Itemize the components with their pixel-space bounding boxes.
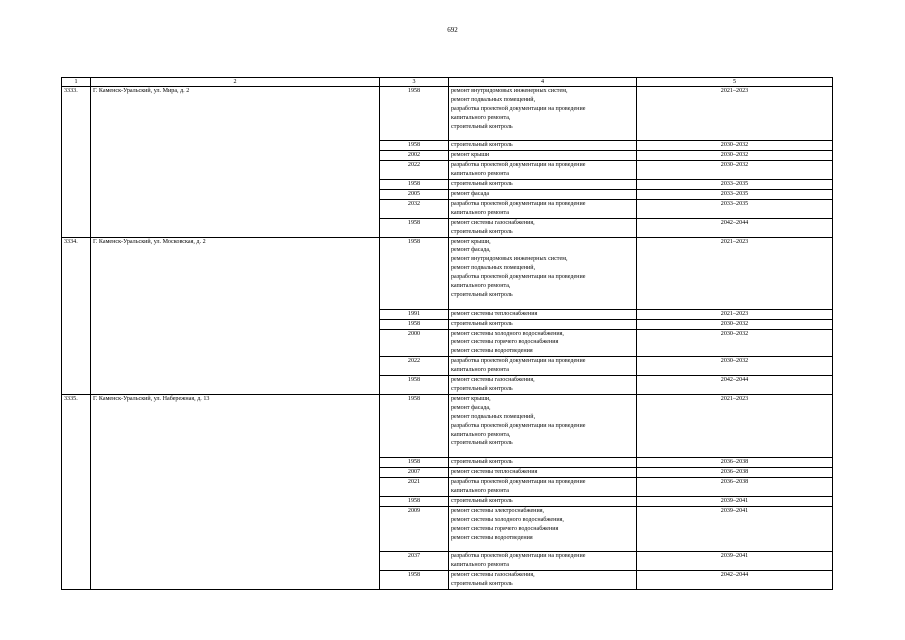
repair-works [449,394,637,457]
page-number: 692 [447,26,458,34]
commissioning-year: 2007 [380,468,449,478]
repair-period: 2030–2032 [637,161,833,180]
commissioning-year: 1958 [380,87,449,141]
table-row [62,87,833,141]
repair-work-line: ремонт крыши [451,152,490,159]
repair-works [449,571,637,590]
repair-work-line: капитального ремонта [451,562,509,569]
repair-work-line: ремонт системы холодного водоснабжения, [451,330,564,337]
repair-work-line: ремонт системы электроснабжения, [451,507,545,514]
repair-work-line: капитального ремонта, [451,283,511,290]
cell-spacer [451,132,634,141]
repair-period: 2021–2023 [637,309,833,319]
repair-work-line: строительный контроль [451,123,513,130]
repair-work-line: капитального ремонта [451,209,509,216]
repair-works [449,458,637,468]
repair-work-line: строительный контроль [451,459,513,466]
repair-period: 2021–2023 [637,87,833,141]
repair-works [449,151,637,161]
repair-work-line: ремонт внутридомовых инженерных систем, [451,88,568,94]
repair-work-line: строительный контроль [451,228,513,235]
repair-works [449,552,637,571]
repair-works [449,357,637,376]
building-address: Г. Каменск-Уральский, ул. Московская, д. 2 [91,237,380,394]
repair-work-line: ремонт системы водоотведения [451,534,533,541]
repair-work-line: ремонт системы газоснабжения, [451,572,535,579]
repair-works [449,189,637,199]
building-number: 3334. [62,237,91,394]
repair-period: 2030–2032 [637,151,833,161]
repair-work-line: ремонт системы газоснабжения, [451,219,535,226]
building-number: 3335. [62,394,91,589]
column-number-2: 2 [91,78,380,87]
repair-work-line: ремонт системы газоснабжения, [451,377,535,384]
repair-period: 2039–2041 [637,552,833,571]
repair-period: 2030–2032 [637,329,833,357]
repair-work-line: ремонт фасада [451,190,490,197]
repair-work-line: строительный контроль [451,181,513,188]
repair-period: 2030–2032 [637,141,833,151]
repair-work-line: строительный контроль [451,386,513,392]
repair-work-line: ремонт системы холодного водоснабжения, [451,516,564,523]
repair-works [449,87,637,141]
repair-period: 2036–2038 [637,458,833,468]
repair-works [449,329,637,357]
repair-work-line: капитального ремонта [451,171,509,178]
repair-work-line: строительный контроль [451,142,513,149]
repair-works [449,496,637,506]
repair-work-line: ремонт системы теплоснабжения [451,469,538,476]
repair-work-line: разработка проектной документации на проведение [451,105,586,112]
commissioning-year: 2002 [380,151,449,161]
repair-work-line: ремонт системы горячего водоснабжения [451,525,559,532]
commissioning-year: 1991 [380,309,449,319]
repair-works [449,141,637,151]
commissioning-year: 1958 [380,394,449,457]
repair-work-line: строительный контроль [451,497,513,504]
repair-work-line: разработка проектной документации на проведение [451,274,586,281]
table-body [62,78,833,590]
repair-period: 2033–2035 [637,189,833,199]
repair-work-line: разработка проектной документации на проведение [451,479,586,486]
repair-work-line: строительный контроль [451,440,513,447]
repair-work-line: ремонт крыши, [451,395,491,402]
repair-work-line: ремонт фасада, [451,404,491,411]
repair-period: 2036–2038 [637,478,833,497]
commissioning-year: 2022 [380,161,449,180]
table-row [62,237,833,309]
commissioning-year: 1958 [380,218,449,237]
repair-works [449,309,637,319]
repair-works [449,161,637,180]
repair-work-line: строительный контроль [451,581,513,588]
table-row [62,394,833,457]
building-address: Г. Каменск-Уральский, ул. Мира, д. 2 [91,87,380,238]
building-number: 3333. [62,87,91,238]
commissioning-year: 2022 [380,357,449,376]
repair-period: 2042–2044 [637,571,833,590]
repair-work-line: ремонт фасада, [451,247,491,254]
repair-period: 2033–2035 [637,199,833,218]
repair-works [449,376,637,395]
repair-work-line: ремонт подвальных помещений, [451,96,536,103]
commissioning-year: 2037 [380,552,449,571]
repair-work-line: капитального ремонта [451,367,509,374]
building-address: Г. Каменск-Уральский, ул. Набережная, д. 13 [91,394,380,589]
commissioning-year: 1958 [380,458,449,468]
repair-work-line: строительный контроль [451,291,513,298]
column-number-3: 3 [380,78,449,87]
repair-work-line: ремонт внутридомовых инженерных систем, [451,256,568,263]
repair-works [449,218,637,237]
repair-works [449,237,637,309]
commissioning-year: 1958 [380,376,449,395]
repair-work-line: разработка проектной документации на проведение [451,358,586,365]
repair-period: 2042–2044 [637,218,833,237]
repair-work-line: капитального ремонта [451,487,509,494]
repair-works [449,468,637,478]
repair-work-line: ремонт подвальных помещений, [451,265,536,272]
repair-period: 2039–2041 [637,506,833,552]
repair-period: 2039–2041 [637,496,833,506]
commissioning-year: 2005 [380,189,449,199]
repair-work-line: капитального ремонта, [451,431,511,438]
repair-period: 2030–2032 [637,319,833,329]
repair-work-line: капитального ремонта, [451,114,511,121]
repair-work-line: ремонт системы горячего водоснабжения [451,339,559,346]
repair-period: 2021–2023 [637,237,833,309]
repair-works [449,319,637,329]
repair-work-line: ремонт подвальных помещений, [451,413,536,420]
repair-works [449,180,637,190]
column-number-5: 5 [637,78,833,87]
repair-works [449,199,637,218]
repair-work-line: ремонт системы водоотведения [451,348,533,355]
repair-work-line: строительный контроль [451,320,513,327]
commissioning-year: 1958 [380,571,449,590]
repair-works [449,478,637,497]
repair-period: 2030–2032 [637,357,833,376]
repair-period: 2033–2035 [637,180,833,190]
repair-work-line: ремонт крыши, [451,238,491,245]
commissioning-year: 2021 [380,478,449,497]
cell-spacer [451,542,634,551]
repair-period: 2042–2044 [637,376,833,395]
column-number-row [62,78,833,87]
commissioning-year: 1958 [380,496,449,506]
repair-work-line: разработка проектной документации на проведение [451,162,586,169]
repair-work-line: разработка проектной документации на проведение [451,553,586,560]
repair-work-line: разработка проектной документации на проведение [451,200,586,207]
capital-repair-table [61,77,833,590]
column-number-1: 1 [62,78,91,87]
repair-works [449,506,637,552]
commissioning-year: 2009 [380,506,449,552]
repair-period: 2021–2023 [637,394,833,457]
commissioning-year: 2000 [380,329,449,357]
commissioning-year: 2032 [380,199,449,218]
cell-spacer [451,300,634,309]
repair-period: 2036–2038 [637,468,833,478]
commissioning-year: 1958 [380,237,449,309]
cell-spacer [451,448,634,457]
commissioning-year: 1958 [380,141,449,151]
commissioning-year: 1958 [380,319,449,329]
repair-work-line: ремонт системы теплоснабжения [451,310,538,317]
column-number-4: 4 [449,78,637,87]
repair-work-line: разработка проектной документации на проведение [451,422,586,429]
commissioning-year: 1958 [380,180,449,190]
